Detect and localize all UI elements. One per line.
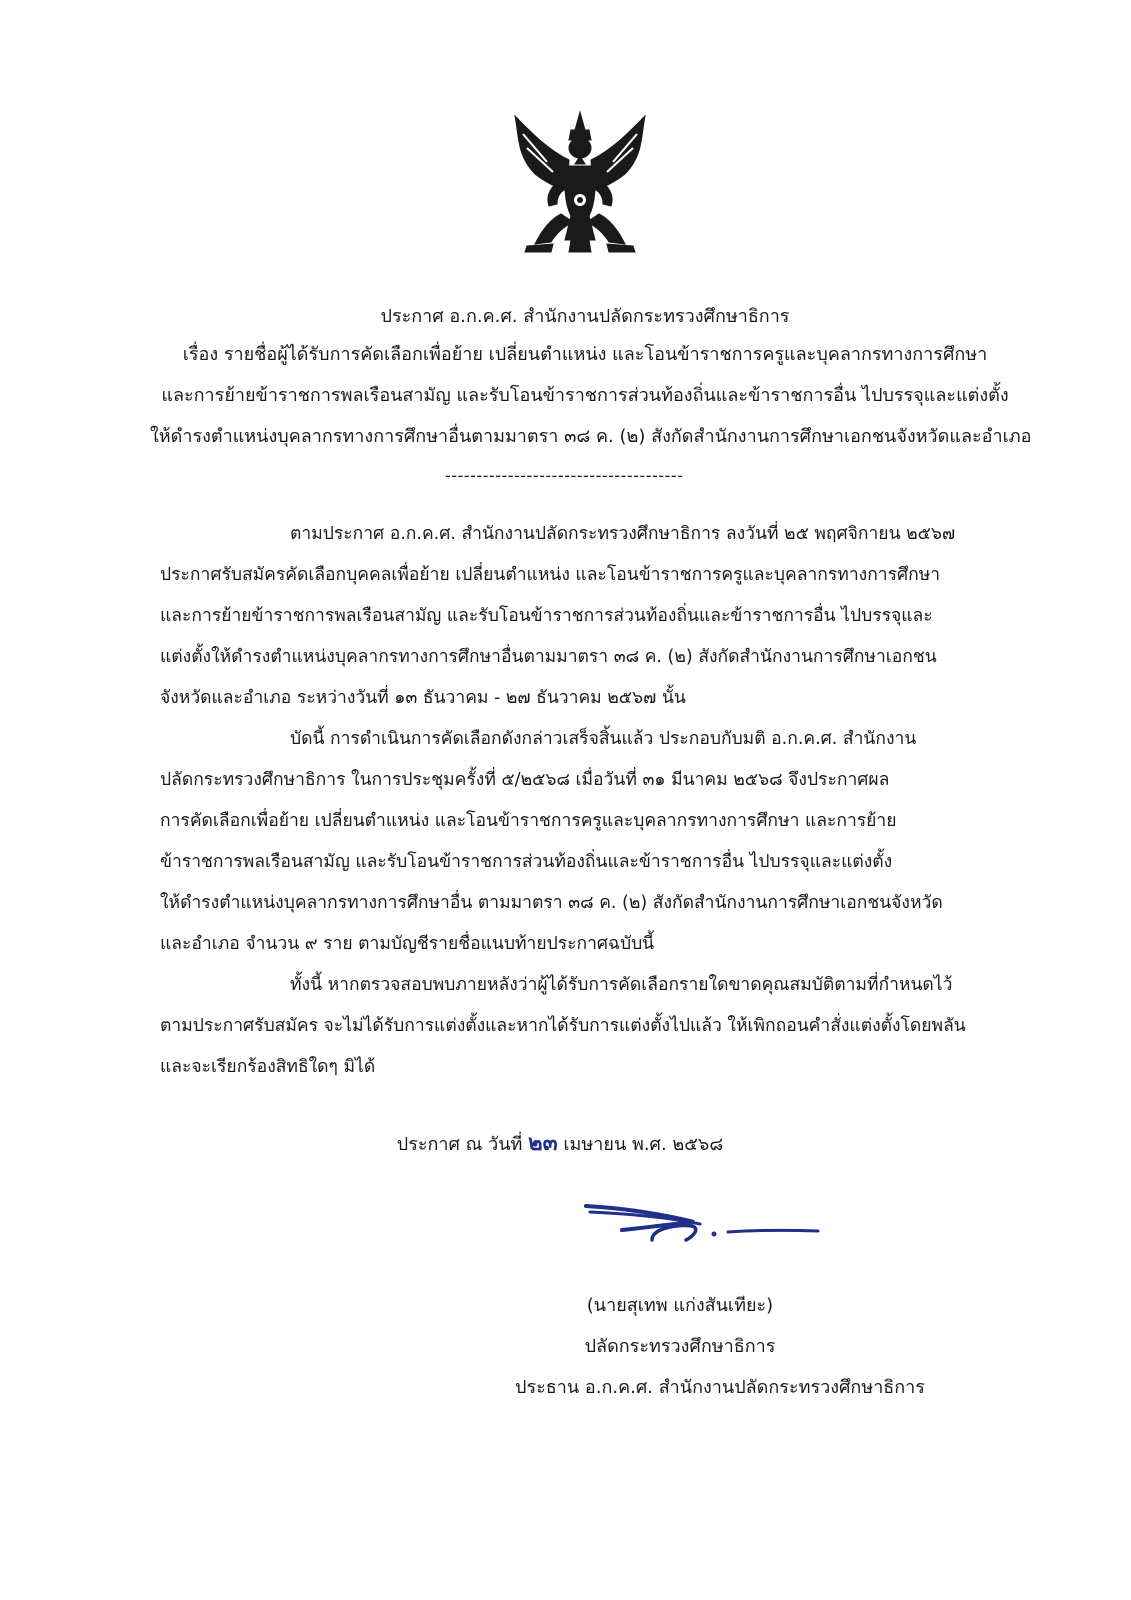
signature-icon — [582, 1200, 822, 1250]
paragraph-line: ตามประกาศรับสมัคร จะไม่ได้รับการแต่งตั้งและหากได้รับการแต่งตั้งไปแล้ว ให้เพิกถอนคำสั่งแต่งตั้งโดยพลัน — [160, 1016, 966, 1036]
subject-line-3: ให้ดำรงตำแหน่งบุคลากรทางการศึกษาอื่นตามมาตรา ๓๘ ค. (๒) สังกัดสำนักงานการศึกษาเอกชนจังหวัดและอำเภอ — [150, 426, 1032, 447]
paragraph-line: ให้ดำรงตำแหน่งบุคลากรทางการศึกษาอื่น ตามมาตรา ๓๘ ค. (๒) สังกัดสำนักงานการศึกษาเอกชนจังหวัด — [160, 893, 943, 913]
paragraph-3 — [160, 965, 1020, 1088]
paragraph-line: ทั้งนี้ หากตรวจสอบพบภายหลังว่าผู้ได้รับการคัดเลือกรายใดขาดคุณสมบัติตามที่กำหนดไว้ — [290, 975, 953, 995]
garuda-emblem-icon — [505, 108, 655, 258]
paragraph-2 — [160, 719, 1020, 965]
paragraph-line: การคัดเลือกเพื่อย้าย เปลี่ยนตำแหน่ง และโอนข้าราชการครูและบุคลากรทางการศึกษา และการย้าย — [160, 811, 897, 831]
paragraph-line: และอำเภอ จำนวน ๙ ราย ตามบัญชีรายชื่อแนบท้ายประกาศฉบับนี้ — [160, 934, 655, 954]
signatory-position: ปลัดกระทรวงศึกษาธิการ — [584, 1336, 776, 1357]
date-month-year: เมษายน พ.ศ. ๒๕๖๘ — [563, 1134, 724, 1155]
date-day-handwritten: ๒๓ — [528, 1131, 558, 1156]
paragraph-line: แต่งตั้งให้ดำรงตำแหน่งบุคลากรทางการศึกษาอื่นตามมาตรา ๓๘ ค. (๒) สังกัดสำนักงานการศึกษาเอกชน — [160, 647, 937, 667]
announcement-date — [300, 1125, 820, 1160]
paragraph-line: ประกาศรับสมัครคัดเลือกบุคคลเพื่อย้าย เปลี่ยนตำแหน่ง และโอนข้าราชการครูและบุคลากรทางการศึกษา — [160, 565, 941, 585]
paragraph-line: ข้าราชการพลเรือนสามัญ และรับโอนข้าราชการส่วนท้องถิ่นและข้าราชการอื่น ไปบรรจุและแต่งตั้ง — [160, 852, 893, 872]
subject-line-2: และการย้ายข้าราชการพลเรือนสามัญ และรับโอนข้าราชการส่วนท้องถิ่นและข้าราชการอื่น ไปบรรจุและแต่งตั้ง — [161, 385, 1009, 406]
announcement-title: ประกาศ อ.ก.ค.ศ. สำนักงานปลัดกระทรวงศึกษาธิการ — [380, 306, 790, 327]
paragraph-1 — [160, 514, 1020, 719]
signatory-name: (นายสุเทพ แก่งสันเทียะ) — [586, 1295, 774, 1316]
paragraph-line: จังหวัดและอำเภอ ระหว่างวันที่ ๑๓ ธันวาคม - ๒๗ ธันวาคม ๒๕๖๗ นั้น — [160, 688, 686, 708]
subject-line-1: เรื่อง รายชื่อผู้ได้รับการคัดเลือกเพื่อย้าย เปลี่ยนตำแหน่ง และโอนข้าราชการครูและบุคลากรทางการศึกษา — [182, 344, 988, 365]
paragraph-line: บัดนี้ การดำเนินการคัดเลือกดังกล่าวเสร็จสิ้นแล้ว ประกอบกับมติ อ.ก.ค.ศ. สำนักงาน — [290, 729, 917, 749]
paragraph-line: และจะเรียกร้องสิทธิใดๆ มิได้ — [160, 1057, 376, 1077]
signatory-committee-role: ประธาน อ.ก.ค.ศ. สำนักงานปลัดกระทรวงศึกษาธิการ — [515, 1377, 925, 1398]
paragraph-line: ปลัดกระทรวงศึกษาธิการ ในการประชุมครั้งที่ ๕/๒๕๖๘ เมื่อวันที่ ๓๑ มีนาคม ๒๕๖๘ จึงประกาศผล — [160, 770, 890, 790]
paragraph-line: ตามประกาศ อ.ก.ค.ศ. สำนักงานปลัดกระทรวงศึกษาธิการ ลงวันที่ ๒๕ พฤศจิกายน ๒๕๖๗ — [290, 524, 956, 544]
date-prefix: ประกาศ ณ วันที่ — [396, 1134, 523, 1155]
paragraph-line: และการย้ายข้าราชการพลเรือนสามัญ และรับโอนข้าราชการส่วนท้องถิ่นและข้าราชการอื่น ไปบรรจุและ — [160, 606, 933, 626]
header-divider: -------------------------------------- — [445, 466, 684, 485]
